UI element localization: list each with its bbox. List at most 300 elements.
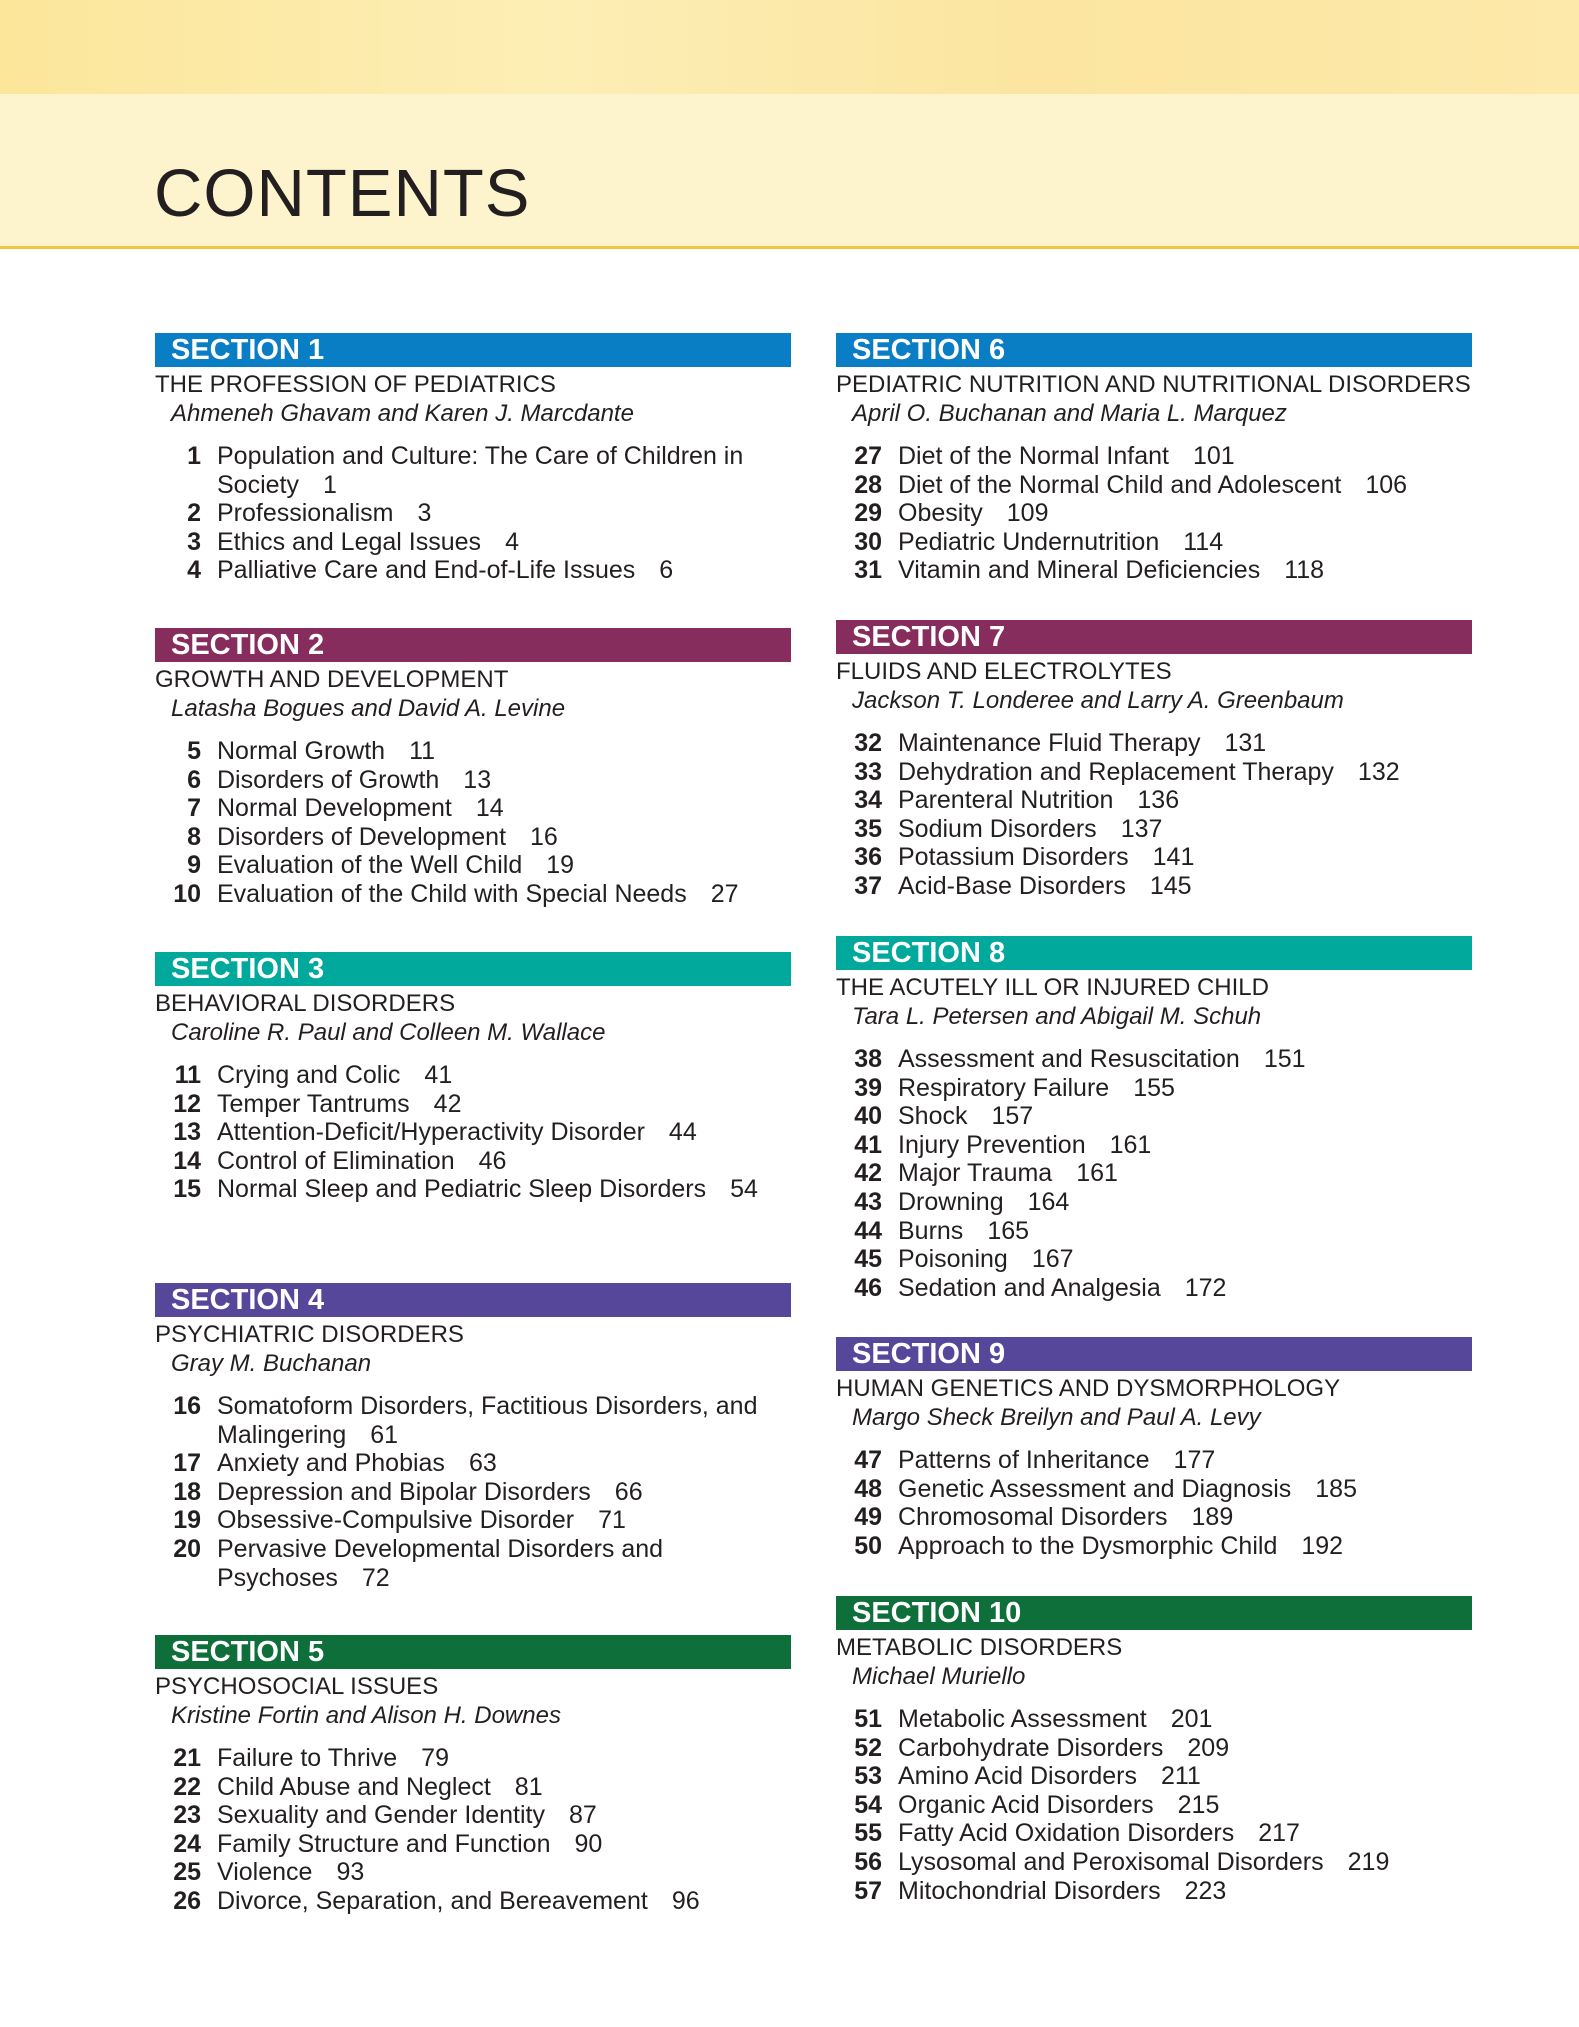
chapter-page-number: 217 xyxy=(1258,1819,1300,1848)
chapter-title: Injury Prevention xyxy=(898,1130,1086,1159)
chapter-entry[interactable] xyxy=(155,1147,791,1176)
chapter-title: Patterns of Inheritance xyxy=(898,1446,1150,1474)
section-authors: Margo Sheck Breilyn and Paul A. Levy xyxy=(852,1404,1261,1431)
chapter-text xyxy=(217,823,791,852)
chapter-number: 35 xyxy=(854,814,882,843)
chapter-page-number: 172 xyxy=(1184,1273,1227,1302)
chapter-text xyxy=(898,1705,1472,1734)
chapter-page-number: 101 xyxy=(1192,442,1235,470)
chapter-title: Crying and Colic xyxy=(217,1061,401,1089)
chapter-page-number: 61 xyxy=(370,1420,399,1449)
chapter-title: Organic Acid Disorders xyxy=(898,1790,1154,1819)
chapter-list xyxy=(836,1705,1472,1905)
chapter-entry[interactable] xyxy=(836,815,1472,844)
chapter-entry[interactable] xyxy=(836,1274,1472,1303)
chapter-entry[interactable] xyxy=(836,528,1472,557)
chapter-title: Temper Tantrums xyxy=(217,1089,410,1118)
chapter-entry[interactable] xyxy=(155,528,791,557)
chapter-entry[interactable] xyxy=(836,786,1472,815)
chapter-number: 52 xyxy=(854,1733,882,1762)
page-title: CONTENTS xyxy=(154,156,531,231)
chapter-title: Poisoning xyxy=(898,1245,1008,1274)
chapter-text xyxy=(898,1159,1472,1188)
chapter-page-number: 81 xyxy=(514,1772,543,1801)
chapter-page-number: 215 xyxy=(1177,1790,1220,1819)
chapter-page-number: 87 xyxy=(568,1801,597,1830)
section-block xyxy=(836,1596,1472,1905)
chapter-page-number: 6 xyxy=(659,556,674,585)
chapter-number: 3 xyxy=(187,527,201,556)
chapter-number: 36 xyxy=(854,843,882,872)
chapter-entry[interactable] xyxy=(836,1131,1472,1160)
chapter-page-number: 14 xyxy=(475,794,504,823)
chapter-number: 38 xyxy=(854,1045,882,1073)
section-authors: Michael Muriello xyxy=(852,1663,1026,1690)
section-title: THE ACUTELY ILL OR INJURED CHILD xyxy=(836,974,1269,1001)
chapter-entry[interactable] xyxy=(836,1791,1472,1820)
chapter-page-number: 165 xyxy=(987,1216,1030,1245)
top-decorative-band xyxy=(0,0,1579,94)
chapter-number: 22 xyxy=(173,1772,201,1801)
chapter-page-number: 192 xyxy=(1301,1531,1344,1560)
chapter-list xyxy=(155,442,791,585)
chapter-title: Assessment and Resuscitation xyxy=(898,1045,1240,1073)
chapter-title: Burns xyxy=(898,1216,964,1245)
chapter-number: 33 xyxy=(854,757,882,786)
chapter-page-number: 46 xyxy=(478,1146,507,1175)
chapter-title: Normal Sleep and Pediatric Sleep Disorders xyxy=(217,1175,707,1204)
chapter-text xyxy=(898,1503,1472,1532)
chapter-text xyxy=(217,1744,791,1773)
chapter-entry[interactable] xyxy=(836,1762,1472,1791)
chapter-entry[interactable] xyxy=(155,1478,791,1507)
chapter-text xyxy=(898,1532,1472,1561)
chapter-text xyxy=(217,1773,791,1802)
chapter-text xyxy=(217,766,791,795)
chapter-entry[interactable] xyxy=(836,1475,1472,1504)
chapter-text xyxy=(898,786,1472,815)
chapter-entry[interactable] xyxy=(836,1877,1472,1906)
chapter-entry[interactable] xyxy=(836,1217,1472,1246)
chapter-text xyxy=(898,815,1472,844)
chapter-entry[interactable] xyxy=(836,1045,1472,1074)
section-heading: SECTION 7 xyxy=(836,620,1472,654)
chapter-title: Disorders of Growth xyxy=(217,765,440,794)
chapter-title: Approach to the Dysmorphic Child xyxy=(898,1531,1278,1560)
chapter-text xyxy=(898,729,1472,758)
chapter-text xyxy=(217,1830,791,1859)
chapter-number: 56 xyxy=(854,1847,882,1876)
chapter-title: Disorders of Development xyxy=(217,822,507,851)
section-heading: SECTION 4 xyxy=(155,1283,791,1317)
chapter-title: Pediatric Undernutrition xyxy=(898,527,1160,556)
chapter-title: Population and Culture: The Care of Children in Society xyxy=(217,442,744,499)
chapter-entry[interactable] xyxy=(155,1773,791,1802)
chapter-text xyxy=(217,1887,791,1916)
chapter-entry[interactable] xyxy=(836,1188,1472,1217)
section-title: PSYCHOSOCIAL ISSUES xyxy=(155,1673,439,1700)
chapter-title: Shock xyxy=(898,1102,968,1131)
chapter-list xyxy=(836,442,1472,585)
chapter-title: Lysosomal and Peroxisomal Disorders xyxy=(898,1847,1324,1876)
chapter-number: 14 xyxy=(173,1146,201,1175)
chapter-number: 16 xyxy=(173,1392,201,1420)
chapter-title: Control of Elimination xyxy=(217,1146,455,1175)
chapter-entry[interactable] xyxy=(155,737,791,766)
chapter-entry[interactable] xyxy=(836,729,1472,758)
chapter-number: 5 xyxy=(187,737,201,765)
chapter-page-number: 137 xyxy=(1120,814,1163,843)
chapter-text xyxy=(217,499,791,528)
section-authors: Caroline R. Paul and Colleen M. Wallace xyxy=(171,1019,606,1046)
chapter-page-number: 177 xyxy=(1173,1446,1216,1474)
chapter-entry[interactable] xyxy=(836,556,1472,585)
section-authors: Tara L. Petersen and Abigail M. Schuh xyxy=(852,1003,1262,1030)
section-heading: SECTION 5 xyxy=(155,1635,791,1669)
chapter-number: 6 xyxy=(187,765,201,794)
chapter-number: 2 xyxy=(187,499,201,528)
chapter-text xyxy=(898,1245,1472,1274)
chapter-title: Acid-Base Disorders xyxy=(898,871,1126,900)
chapter-number: 32 xyxy=(854,729,882,757)
chapter-entry[interactable] xyxy=(836,499,1472,528)
chapter-title: Divorce, Separation, and Bereavement xyxy=(217,1886,648,1915)
section-heading: SECTION 8 xyxy=(836,936,1472,970)
section-title: HUMAN GENETICS AND DYSMORPHOLOGY xyxy=(836,1375,1341,1402)
chapter-number: 31 xyxy=(854,556,882,585)
chapter-page-number: 118 xyxy=(1284,556,1325,585)
chapter-text xyxy=(898,1762,1472,1791)
chapter-entry[interactable] xyxy=(836,1159,1472,1188)
chapter-page-number: 27 xyxy=(710,879,739,908)
chapter-page-number: 16 xyxy=(530,822,558,851)
chapter-text xyxy=(217,1090,791,1119)
chapter-text xyxy=(898,442,1472,471)
chapter-title: Parenteral Nutrition xyxy=(898,786,1114,815)
chapter-number: 23 xyxy=(173,1801,201,1830)
chapter-number: 7 xyxy=(187,794,201,823)
chapter-title: Fatty Acid Oxidation Disorders xyxy=(898,1819,1235,1848)
section-block xyxy=(155,1283,791,1592)
chapter-page-number: 209 xyxy=(1187,1733,1230,1762)
chapter-title: Obesity xyxy=(898,499,983,528)
chapter-page-number: 155 xyxy=(1133,1073,1175,1102)
chapter-text xyxy=(217,851,791,880)
chapter-number: 27 xyxy=(854,442,882,470)
chapter-page-number: 141 xyxy=(1152,843,1195,872)
chapter-list xyxy=(155,1744,791,1916)
chapter-title: Anxiety and Phobias xyxy=(217,1449,445,1478)
chapter-entry[interactable] xyxy=(155,499,791,528)
chapter-page-number: 90 xyxy=(574,1829,603,1858)
chapter-text xyxy=(217,1535,791,1592)
section-heading: SECTION 3 xyxy=(155,952,791,986)
chapter-number: 4 xyxy=(187,556,201,585)
chapter-text xyxy=(217,880,791,909)
chapter-number: 46 xyxy=(854,1273,882,1302)
chapter-page-number: 41 xyxy=(424,1061,453,1089)
chapter-text xyxy=(217,1478,791,1507)
chapter-entry[interactable] xyxy=(836,1102,1472,1131)
chapter-entry[interactable] xyxy=(155,1061,791,1090)
section-title: BEHAVIORAL DISORDERS xyxy=(155,990,456,1017)
chapter-text xyxy=(217,1506,791,1535)
chapter-entry[interactable] xyxy=(155,556,791,585)
chapter-title: Sedation and Analgesia xyxy=(898,1273,1161,1302)
chapter-number: 53 xyxy=(854,1762,882,1791)
chapter-entry[interactable] xyxy=(155,442,791,499)
section-title: METABOLIC DISORDERS xyxy=(836,1634,1123,1661)
chapter-entry[interactable] xyxy=(155,1744,791,1773)
chapter-number: 43 xyxy=(854,1187,882,1216)
chapter-title: Normal Development xyxy=(217,794,452,823)
chapter-page-number: 96 xyxy=(671,1886,700,1915)
chapter-page-number: 13 xyxy=(463,765,492,794)
chapter-number: 18 xyxy=(173,1477,201,1506)
chapter-page-number: 161 xyxy=(1109,1130,1152,1159)
chapter-number: 12 xyxy=(173,1089,201,1118)
chapter-title: Maintenance Fluid Therapy xyxy=(898,729,1201,757)
chapter-page-number: 11 xyxy=(409,737,436,765)
section-heading: SECTION 9 xyxy=(836,1337,1472,1371)
section-block xyxy=(836,1337,1472,1560)
chapter-title: Evaluation of the Well Child xyxy=(217,851,523,880)
chapter-page-number: 201 xyxy=(1170,1705,1213,1733)
chapter-text xyxy=(898,1446,1472,1475)
chapter-text xyxy=(217,528,791,557)
chapter-title: Ethics and Legal Issues xyxy=(217,527,482,556)
chapter-text xyxy=(898,872,1472,901)
chapter-page-number: 42 xyxy=(433,1089,462,1118)
chapter-number: 39 xyxy=(854,1073,882,1102)
chapter-page-number: 132 xyxy=(1357,757,1400,786)
chapter-text xyxy=(898,758,1472,787)
section-title: PSYCHIATRIC DISORDERS xyxy=(155,1321,464,1348)
chapter-title: Depression and Bipolar Disorders xyxy=(217,1477,591,1506)
chapter-number: 37 xyxy=(854,871,882,900)
chapter-list xyxy=(836,1045,1472,1302)
chapter-entry[interactable] xyxy=(836,1074,1472,1103)
chapter-entry[interactable] xyxy=(836,758,1472,787)
chapter-entry[interactable] xyxy=(155,1449,791,1478)
chapter-page-number: 164 xyxy=(1027,1187,1070,1216)
chapter-list xyxy=(155,1392,791,1592)
section-heading: SECTION 1 xyxy=(155,333,791,367)
chapter-title: Carbohydrate Disorders xyxy=(898,1733,1164,1762)
section-authors: Latasha Bogues and David A. Levine xyxy=(171,695,566,722)
chapter-title: Chromosomal Disorders xyxy=(898,1503,1168,1532)
chapter-entry[interactable] xyxy=(155,1830,791,1859)
chapter-text xyxy=(898,1188,1472,1217)
chapter-number: 11 xyxy=(174,1061,201,1089)
section-title: GROWTH AND DEVELOPMENT xyxy=(155,666,509,693)
chapter-page-number: 79 xyxy=(421,1744,449,1772)
chapter-entry[interactable] xyxy=(155,1801,791,1830)
chapter-entry[interactable] xyxy=(836,1532,1472,1561)
chapter-page-number: 157 xyxy=(991,1102,1034,1131)
chapter-entry[interactable] xyxy=(836,1503,1472,1532)
chapter-entry[interactable] xyxy=(836,872,1472,901)
chapter-page-number: 19 xyxy=(546,851,575,880)
chapter-text xyxy=(217,1801,791,1830)
chapter-entry[interactable] xyxy=(155,1535,791,1592)
chapter-page-number: 219 xyxy=(1347,1847,1390,1876)
chapter-text xyxy=(898,843,1472,872)
chapter-text xyxy=(898,1074,1472,1103)
chapter-number: 30 xyxy=(854,527,882,556)
chapter-entry[interactable] xyxy=(836,1245,1472,1274)
chapter-text xyxy=(898,1131,1472,1160)
section-title: FLUIDS AND ELECTROLYTES xyxy=(836,658,1172,685)
chapter-page-number: 54 xyxy=(730,1175,758,1204)
chapter-title: Failure to Thrive xyxy=(217,1744,398,1772)
chapter-entry[interactable] xyxy=(155,766,791,795)
chapter-page-number: 114 xyxy=(1183,527,1224,556)
chapter-text xyxy=(898,1819,1472,1848)
chapter-entry[interactable] xyxy=(155,880,791,909)
chapter-number: 13 xyxy=(173,1118,201,1147)
chapter-number: 8 xyxy=(187,822,201,851)
chapter-entry[interactable] xyxy=(836,471,1472,500)
chapter-entry[interactable] xyxy=(155,794,791,823)
section-authors: Kristine Fortin and Alison H. Downes xyxy=(171,1702,561,1729)
chapter-entry[interactable] xyxy=(836,1705,1472,1734)
chapter-entry[interactable] xyxy=(155,1858,791,1887)
chapter-title: Respiratory Failure xyxy=(898,1073,1110,1102)
chapter-title: Pervasive Developmental Disorders and Psychoses xyxy=(217,1534,664,1592)
chapter-title: Sodium Disorders xyxy=(898,814,1097,843)
chapter-title: Amino Acid Disorders xyxy=(898,1762,1137,1791)
chapter-number: 50 xyxy=(854,1531,882,1560)
chapter-number: 40 xyxy=(854,1102,882,1131)
chapter-text xyxy=(898,1274,1472,1303)
chapter-title: Drowning xyxy=(898,1187,1004,1216)
chapter-number: 44 xyxy=(854,1216,882,1245)
chapter-title: Genetic Assessment and Diagnosis xyxy=(898,1474,1292,1503)
chapter-entry[interactable] xyxy=(836,1734,1472,1763)
chapter-text xyxy=(898,1217,1472,1246)
chapter-title: Somatoform Disorders, Factitious Disorders, and Malingering xyxy=(217,1392,758,1449)
chapter-entry[interactable] xyxy=(155,1392,791,1449)
chapter-text xyxy=(217,1061,791,1090)
section-heading: SECTION 10 xyxy=(836,1596,1472,1630)
chapter-number: 24 xyxy=(173,1829,201,1858)
chapter-number: 19 xyxy=(173,1506,201,1535)
chapter-title: Family Structure and Function xyxy=(217,1829,551,1858)
chapter-entry[interactable] xyxy=(155,1118,791,1147)
chapter-entry[interactable] xyxy=(836,843,1472,872)
chapter-page-number: 211 xyxy=(1160,1762,1201,1791)
chapter-title: Palliative Care and End-of-Life Issues xyxy=(217,556,636,585)
section-block xyxy=(836,333,1472,585)
chapter-page-number: 151 xyxy=(1263,1045,1306,1073)
chapter-text xyxy=(898,528,1472,557)
chapter-page-number: 3 xyxy=(417,499,432,528)
chapter-list xyxy=(836,729,1472,901)
section-block xyxy=(836,936,1472,1302)
chapter-number: 57 xyxy=(854,1876,882,1905)
chapter-title: Vitamin and Mineral Deficiencies xyxy=(898,556,1261,585)
chapter-number: 54 xyxy=(854,1790,882,1819)
chapter-text xyxy=(898,499,1472,528)
chapter-entry[interactable] xyxy=(836,1848,1472,1877)
chapter-number: 1 xyxy=(187,442,201,470)
chapter-text xyxy=(217,1118,791,1147)
section-heading: SECTION 6 xyxy=(836,333,1472,367)
chapter-entry[interactable] xyxy=(155,1887,791,1916)
chapter-text xyxy=(898,1877,1472,1906)
chapter-page-number: 136 xyxy=(1137,786,1180,815)
chapter-page-number: 109 xyxy=(1006,499,1049,528)
chapter-list xyxy=(155,737,791,909)
chapter-number: 51 xyxy=(854,1705,882,1733)
section-title: PEDIATRIC NUTRITION AND NUTRITIONAL DISORDERS xyxy=(836,371,1471,398)
chapter-number: 34 xyxy=(854,786,882,815)
section-authors: Gray M. Buchanan xyxy=(171,1350,372,1377)
chapter-number: 26 xyxy=(173,1886,201,1915)
chapter-page-number: 66 xyxy=(614,1477,643,1506)
chapter-title: Evaluation of the Child with Special Needs xyxy=(217,879,687,908)
chapter-number: 41 xyxy=(854,1130,882,1159)
chapter-text xyxy=(217,794,791,823)
chapter-text xyxy=(898,1475,1472,1504)
chapter-number: 47 xyxy=(854,1446,882,1474)
chapter-entry[interactable] xyxy=(155,1506,791,1535)
chapter-entry[interactable] xyxy=(836,1819,1472,1848)
chapter-entry[interactable] xyxy=(155,851,791,880)
chapter-page-number: 93 xyxy=(336,1858,365,1887)
chapter-number: 15 xyxy=(173,1175,201,1204)
chapter-text xyxy=(898,1045,1472,1074)
chapter-text xyxy=(217,1449,791,1478)
chapter-number: 42 xyxy=(854,1159,882,1188)
chapter-text xyxy=(898,1791,1472,1820)
chapter-title: Metabolic Assessment xyxy=(898,1705,1147,1733)
chapter-page-number: 63 xyxy=(468,1449,497,1478)
chapter-text xyxy=(217,737,791,766)
chapter-number: 9 xyxy=(187,851,201,880)
chapter-page-number: 71 xyxy=(598,1506,626,1535)
chapter-entry[interactable] xyxy=(155,823,791,852)
chapter-page-number: 185 xyxy=(1315,1474,1357,1503)
chapter-title: Attention-Deficit/Hyperactivity Disorder xyxy=(217,1118,645,1147)
chapter-number: 45 xyxy=(854,1245,882,1274)
chapter-text xyxy=(217,442,791,499)
chapter-number: 55 xyxy=(854,1819,882,1848)
section-authors: Jackson T. Londeree and Larry A. Greenbaum xyxy=(852,687,1344,714)
chapter-text xyxy=(217,1392,791,1449)
chapter-number: 28 xyxy=(854,470,882,499)
section-heading: SECTION 2 xyxy=(155,628,791,662)
section-block xyxy=(155,333,791,585)
chapter-number: 21 xyxy=(173,1744,201,1772)
chapter-number: 20 xyxy=(173,1534,201,1563)
chapter-title: Sexuality and Gender Identity xyxy=(217,1801,545,1830)
chapter-page-number: 167 xyxy=(1031,1245,1074,1274)
chapter-number: 29 xyxy=(854,499,882,528)
chapter-entry[interactable] xyxy=(155,1175,791,1204)
chapter-list xyxy=(155,1061,791,1204)
chapter-number: 10 xyxy=(173,879,201,908)
chapter-entry[interactable] xyxy=(836,1446,1472,1475)
chapter-entry[interactable] xyxy=(836,442,1472,471)
section-block xyxy=(155,628,791,909)
chapter-entry[interactable] xyxy=(155,1090,791,1119)
chapter-text xyxy=(898,1734,1472,1763)
section-authors: Ahmeneh Ghavam and Karen J. Marcdante xyxy=(171,400,634,427)
chapter-number: 25 xyxy=(173,1858,201,1887)
chapter-page-number: 189 xyxy=(1191,1503,1234,1532)
